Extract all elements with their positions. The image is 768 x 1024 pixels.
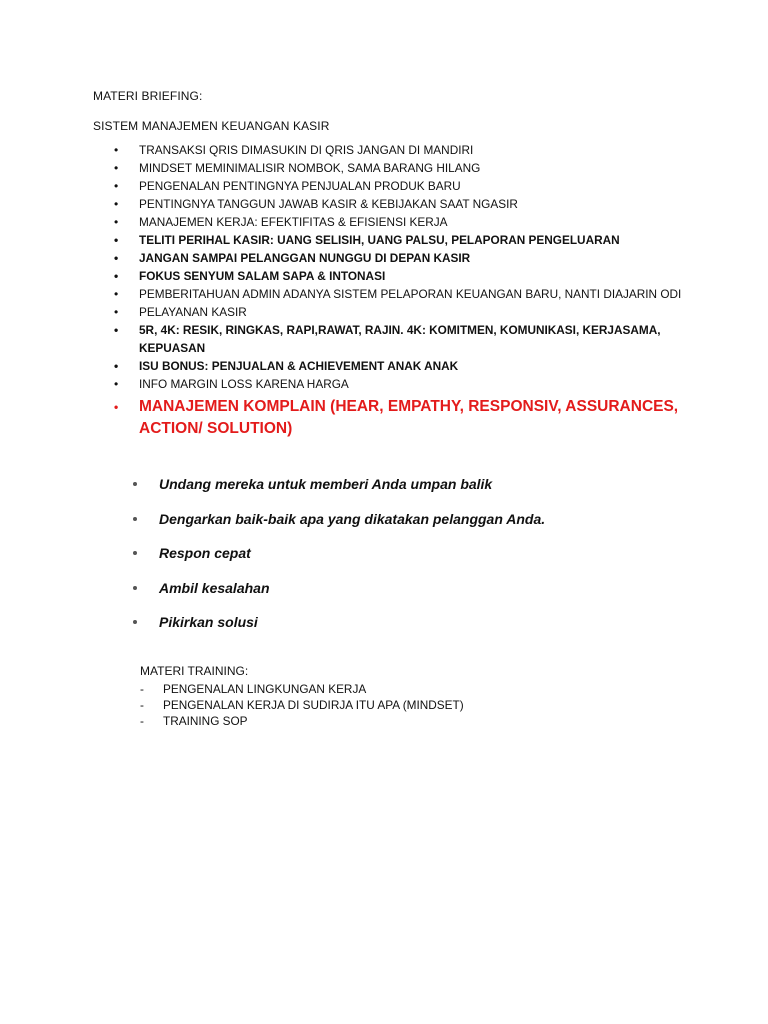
training-item	[140, 681, 464, 697]
briefing-item	[113, 303, 683, 321]
briefing-item	[113, 213, 683, 231]
dash-marker: -	[140, 714, 144, 728]
bullet-icon: •	[114, 305, 119, 319]
briefing-item-text: MINDSET MEMINIMALISIR NOMBOK, SAMA BARANG HILANG	[139, 161, 481, 175]
complaint-step-text: Pikirkan solusi	[159, 614, 258, 630]
small-bullet-icon	[133, 517, 137, 521]
training-heading: MATERI TRAINING:	[140, 664, 249, 678]
complaint-step-item	[133, 472, 545, 507]
briefing-item	[113, 357, 683, 375]
briefing-item-text: PENTINGNYA TANGGUN JAWAB KASIR & KEBIJAKAN SAAT NGASIR	[139, 197, 518, 211]
section-heading: SISTEM MANAJEMEN KEUANGAN KASIR	[93, 119, 330, 133]
bullet-icon: •	[114, 359, 119, 373]
complaint-step-item	[133, 576, 545, 611]
bullet-icon: •	[114, 251, 119, 265]
briefing-item	[113, 231, 683, 249]
complaint-management-text: MANAJEMEN KOMPLAIN (HEAR, EMPATHY, RESPONSIV, ASSURANCES, ACTION/ SOLUTION)	[139, 398, 679, 437]
complaint-step-item	[133, 507, 545, 542]
training-item	[140, 697, 464, 713]
bullet-icon: •	[114, 179, 119, 193]
briefing-list	[113, 141, 683, 440]
training-item-text: PENGENALAN LINGKUNGAN KERJA	[163, 682, 367, 696]
small-bullet-icon	[133, 551, 137, 555]
bullet-icon: •	[114, 197, 119, 211]
briefing-item-text: PENGENALAN PENTINGNYA PENJUALAN PRODUK BARU	[139, 179, 461, 193]
bullet-icon: •	[114, 215, 119, 229]
briefing-item	[113, 177, 683, 195]
briefing-item	[113, 159, 683, 177]
bullet-icon: •	[114, 269, 119, 283]
small-bullet-icon	[133, 586, 137, 590]
briefing-item	[113, 195, 683, 213]
bullet-icon: •	[114, 287, 119, 301]
training-item-text: TRAINING SOP	[163, 714, 248, 728]
briefing-item-text: JANGAN SAMPAI PELANGGAN NUNGGU DI DEPAN KASIR	[139, 251, 471, 265]
training-item	[140, 713, 464, 729]
briefing-item	[113, 285, 683, 303]
complaint-step-item	[133, 610, 545, 645]
bullet-icon: •	[114, 143, 119, 157]
briefing-item-text: INFO MARGIN LOSS KARENA HARGA	[139, 377, 349, 391]
complaint-management-item	[113, 393, 683, 440]
briefing-item	[113, 267, 683, 285]
briefing-item-text: FOKUS SENYUM SALAM SAPA & INTONASI	[139, 269, 386, 283]
bullet-icon: •	[114, 233, 119, 247]
briefing-item-text: TRANSAKSI QRIS DIMASUKIN DI QRIS JANGAN DI MANDIRI	[139, 143, 474, 157]
briefing-item-text: ISU BONUS: PENJUALAN & ACHIEVEMENT ANAK ANAK	[139, 359, 459, 373]
briefing-heading: MATERI BRIEFING:	[93, 89, 203, 103]
briefing-item	[113, 375, 683, 393]
briefing-item-text: 5R, 4K: RESIK, RINGKAS, RAPI,RAWAT, RAJIN. 4K: KOMITMEN, KOMUNIKASI, KERJASAMA, KEPUASAN	[139, 323, 661, 355]
complaint-step-text: Undang mereka untuk memberi Anda umpan balik	[159, 476, 493, 492]
bullet-icon: •	[114, 400, 119, 414]
dash-marker: -	[140, 682, 144, 696]
briefing-item	[113, 321, 683, 357]
briefing-item-text: MANAJEMEN KERJA: EFEKTIFITAS & EFISIENSI KERJA	[139, 215, 448, 229]
complaint-step-text: Respon cepat	[159, 545, 251, 561]
training-list	[140, 681, 464, 729]
complaint-step-text: Ambil kesalahan	[159, 579, 270, 596]
complaint-step-text: Dengarkan baik-baik apa yang dikatakan pelanggan Anda.	[159, 510, 546, 527]
dash-marker: -	[140, 698, 144, 712]
bullet-icon: •	[114, 161, 119, 175]
briefing-item	[113, 249, 683, 267]
briefing-item	[113, 141, 683, 159]
complaint-steps-list	[133, 472, 545, 645]
bullet-icon: •	[114, 323, 119, 337]
complaint-step-item	[133, 541, 545, 576]
briefing-item-text: TELITI PERIHAL KASIR: UANG SELISIH, UANG PALSU, PELAPORAN PENGELUARAN	[139, 233, 620, 247]
training-item-text: PENGENALAN KERJA DI SUDIRJA ITU APA (MINDSET)	[163, 698, 464, 712]
briefing-item-text: PELAYANAN KASIR	[139, 305, 247, 319]
briefing-item-text: PEMBERITAHUAN ADMIN ADANYA SISTEM PELAPORAN KEUANGAN BARU, NANTI DIAJARIN ODI	[139, 287, 682, 301]
small-bullet-icon	[133, 620, 137, 624]
bullet-icon: •	[114, 377, 119, 391]
small-bullet-icon	[133, 482, 137, 486]
